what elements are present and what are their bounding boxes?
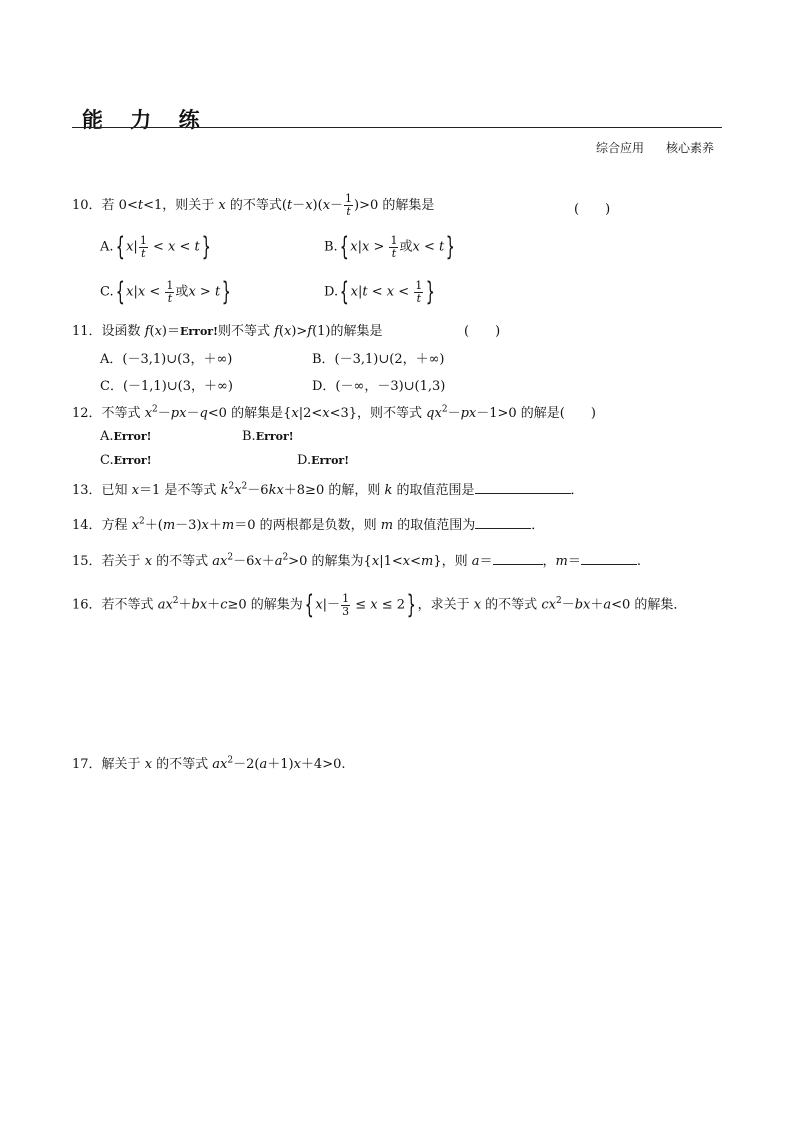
header-subtitle [596,139,714,156]
q12-option-c: C.Error! [100,453,152,468]
q12-option-a: A.Error! [100,429,152,444]
q10-option-d: D.{ x|t < x < $\frac{1}{t}$ } [324,277,436,307]
q11-option-a: A．(－3,1)∪(3，＋∞) [100,352,233,367]
q15-blank-a[interactable] [493,552,543,565]
question-10: 10．若 0<t<1，则关于 x 的不等式(t－x)(x－ $\frac{1}{t}$ )>0 的解集是 [72,192,435,218]
q11-option-c: C．(－1,1)∪(3，＋∞) [100,379,233,394]
q10-answer-paren: ( ) [574,202,611,217]
question-17: 17．解关于 x 的不等式 $ax^2-2(a+1)x+4>0$. [72,755,346,772]
q11-option-d: D．(－∞，－3)∪(1,3) [312,379,446,394]
question-15: 15．若关于 x 的不等式 $ax^2-6x+a^2>0$ 的解集为{x|1<x<m}，则 a＝ ，m＝ . [72,552,641,569]
q11-option-b: B．(－3,1)∪(2，＋∞) [312,352,445,367]
q12-option-d: D.Error! [297,453,350,468]
subtitle-core: 核心素养 [666,141,715,155]
q12-option-b: B.Error! [242,429,294,444]
question-12: 12．不等式 $x^2-px-q<0$ 的解集是{x|2<x<3}，则不等式 $qx^2-px-1>0$ 的解是( ) [72,404,596,421]
q14-answer-blank[interactable] [475,516,531,529]
q10-option-c: C.{ x|x < $\frac{1}{t}$ 或x > t} [100,277,232,307]
q13-answer-blank[interactable] [475,481,571,494]
q11-answer-paren: ( ) [464,324,501,339]
header-rule [72,127,722,128]
section-title: 能 力 练 [82,108,210,132]
q15-blank-m[interactable] [581,552,637,565]
q10-option-a: A.{ x| $\frac{1}{t}$ < x < t} [100,232,211,262]
question-11: 11．设函数 f(x)＝Error!则不等式 f(x)>f(1)的解集是 [72,324,383,339]
subtitle-comprehensive: 综合应用 [596,141,645,155]
question-13: 13．已知 x＝1 是不等式 $k^2x^2-6kx+8\ge 0$ 的解，则 k 的取值范围是 ． [72,481,584,498]
q10-option-b: B.{ x|x > $\frac{1}{t}$ 或x < t} [324,232,456,262]
question-16: 16．若不等式 $ax^2+bx+c\ge 0$ 的解集为{ x|－ $\frac{1}{3}$ ≤ x ≤ 2} ，求关于 x 的不等式 $cx^2-bx+a<0$ 的解集． [72,590,687,620]
question-14: 14．方程 $x^2+(m-3)x+m=0$ 的两根都是负数，则 m 的取值范围为 ． [72,516,545,533]
